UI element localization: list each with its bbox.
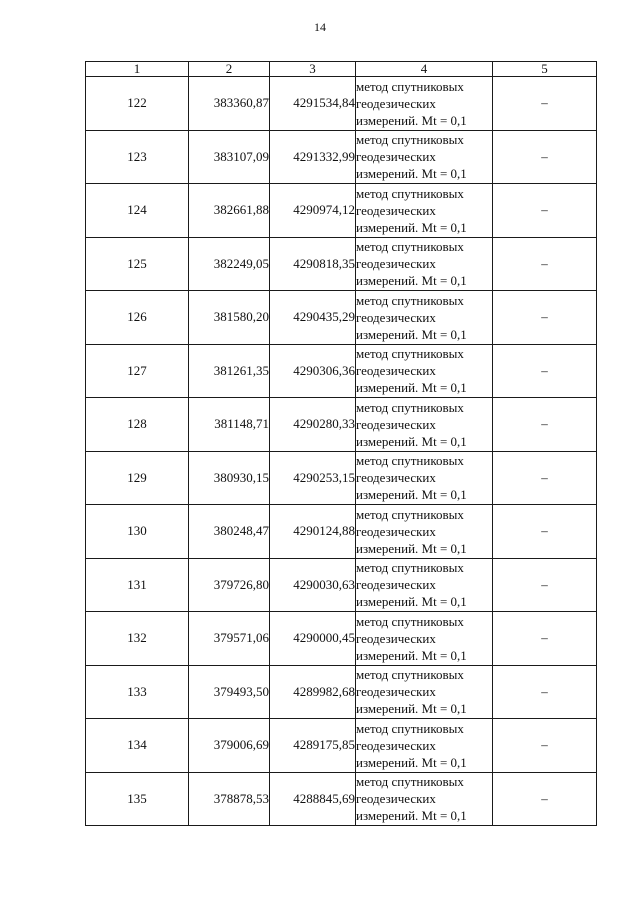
point-number-cell: 123 xyxy=(86,130,189,184)
method-cell xyxy=(356,451,493,505)
method-line-1: метод спутниковых xyxy=(356,292,464,308)
method-line-2: геодезических xyxy=(356,737,436,753)
method-line-3: измерений. Mt = 0,1 xyxy=(356,647,467,663)
x-coordinate-cell: 380248,47 xyxy=(189,505,270,559)
table-row xyxy=(86,130,597,184)
method-line-3: измерений. Mt = 0,1 xyxy=(356,273,467,289)
x-coordinate-cell: 383107,09 xyxy=(189,130,270,184)
point-number-cell: 126 xyxy=(86,291,189,345)
table-row xyxy=(86,77,597,131)
method-cell xyxy=(356,237,493,291)
column-5-cell: – xyxy=(493,184,597,238)
x-coordinate-cell: 379493,50 xyxy=(189,665,270,719)
column-5-cell: – xyxy=(493,77,597,131)
point-number-cell: 124 xyxy=(86,184,189,238)
table-header xyxy=(86,62,597,77)
table-row xyxy=(86,612,597,666)
y-coordinate-cell: 4291332,99 xyxy=(270,130,356,184)
column-header-5: 5 xyxy=(493,62,597,77)
method-line-2: геодезических xyxy=(356,523,436,539)
column-5-cell: – xyxy=(493,451,597,505)
method-line-3: измерений. Mt = 0,1 xyxy=(356,112,467,128)
point-number-cell: 127 xyxy=(86,344,189,398)
method-line-2: геодезических xyxy=(356,95,436,111)
table-row xyxy=(86,558,597,612)
method-cell xyxy=(356,130,493,184)
method-cell xyxy=(356,719,493,773)
method-line-3: измерений. Mt = 0,1 xyxy=(356,701,467,717)
method-cell xyxy=(356,665,493,719)
method-line-1: метод спутниковых xyxy=(356,613,464,629)
method-line-2: геодезических xyxy=(356,684,436,700)
method-line-2: геодезических xyxy=(356,202,436,218)
x-coordinate-cell: 382661,88 xyxy=(189,184,270,238)
table-row xyxy=(86,291,597,345)
x-coordinate-cell: 378878,53 xyxy=(189,772,270,826)
table-row xyxy=(86,719,597,773)
method-line-2: геодезических xyxy=(356,577,436,593)
y-coordinate-cell: 4290818,35 xyxy=(270,237,356,291)
point-number-cell: 128 xyxy=(86,398,189,452)
point-number-cell: 131 xyxy=(86,558,189,612)
method-line-2: геодезических xyxy=(356,309,436,325)
method-line-1: метод спутниковых xyxy=(356,185,464,201)
y-coordinate-cell: 4289982,68 xyxy=(270,665,356,719)
y-coordinate-cell: 4290030,63 xyxy=(270,558,356,612)
y-coordinate-cell: 4290000,45 xyxy=(270,612,356,666)
method-line-1: метод спутниковых xyxy=(356,453,464,469)
x-coordinate-cell: 381261,35 xyxy=(189,344,270,398)
method-line-1: метод спутниковых xyxy=(356,78,464,94)
y-coordinate-cell: 4288845,69 xyxy=(270,772,356,826)
column-5-cell: – xyxy=(493,612,597,666)
table-row xyxy=(86,451,597,505)
column-header-3: 3 xyxy=(270,62,356,77)
method-line-2: геодезических xyxy=(356,363,436,379)
method-line-2: геодезических xyxy=(356,470,436,486)
column-5-cell: – xyxy=(493,558,597,612)
column-header-2: 2 xyxy=(189,62,270,77)
method-cell xyxy=(356,612,493,666)
point-number-cell: 122 xyxy=(86,77,189,131)
table-row xyxy=(86,237,597,291)
method-line-1: метод спутниковых xyxy=(356,774,464,790)
column-5-cell: – xyxy=(493,505,597,559)
column-5-cell: – xyxy=(493,719,597,773)
method-line-1: метод спутниковых xyxy=(356,667,464,683)
method-line-1: метод спутниковых xyxy=(356,720,464,736)
method-line-1: метод спутниковых xyxy=(356,399,464,415)
method-line-1: метод спутниковых xyxy=(356,560,464,576)
method-cell xyxy=(356,558,493,612)
method-line-1: метод спутниковых xyxy=(356,132,464,148)
method-line-3: измерений. Mt = 0,1 xyxy=(356,540,467,556)
x-coordinate-cell: 383360,87 xyxy=(189,77,270,131)
y-coordinate-cell: 4290124,88 xyxy=(270,505,356,559)
y-coordinate-cell: 4290280,33 xyxy=(270,398,356,452)
column-header-1: 1 xyxy=(86,62,189,77)
column-5-cell: – xyxy=(493,291,597,345)
x-coordinate-cell: 382249,05 xyxy=(189,237,270,291)
column-5-cell: – xyxy=(493,237,597,291)
method-line-2: геодезических xyxy=(356,256,436,272)
table-body xyxy=(86,77,597,826)
point-number-cell: 133 xyxy=(86,665,189,719)
method-line-3: измерений. Mt = 0,1 xyxy=(356,380,467,396)
column-5-cell: – xyxy=(493,344,597,398)
x-coordinate-cell: 379726,80 xyxy=(189,558,270,612)
page-number: 14 xyxy=(314,20,326,34)
point-number-cell: 125 xyxy=(86,237,189,291)
y-coordinate-cell: 4290253,15 xyxy=(270,451,356,505)
column-5-cell: – xyxy=(493,398,597,452)
method-line-2: геодезических xyxy=(356,630,436,646)
point-number-cell: 132 xyxy=(86,612,189,666)
method-cell xyxy=(356,772,493,826)
x-coordinate-cell: 379006,69 xyxy=(189,719,270,773)
column-header-4: 4 xyxy=(356,62,493,77)
method-line-3: измерений. Mt = 0,1 xyxy=(356,754,467,770)
y-coordinate-cell: 4290435,29 xyxy=(270,291,356,345)
table-row xyxy=(86,665,597,719)
method-line-2: геодезических xyxy=(356,416,436,432)
table-row xyxy=(86,344,597,398)
table-row xyxy=(86,398,597,452)
column-5-cell: – xyxy=(493,772,597,826)
method-line-3: измерений. Mt = 0,1 xyxy=(356,219,467,235)
table-row xyxy=(86,772,597,826)
x-coordinate-cell: 381148,71 xyxy=(189,398,270,452)
y-coordinate-cell: 4290306,36 xyxy=(270,344,356,398)
method-line-3: измерений. Mt = 0,1 xyxy=(356,326,467,342)
method-cell xyxy=(356,505,493,559)
method-line-3: измерений. Mt = 0,1 xyxy=(356,487,467,503)
method-line-2: геодезических xyxy=(356,791,436,807)
method-cell xyxy=(356,291,493,345)
coordinates-table xyxy=(85,61,597,826)
x-coordinate-cell: 381580,20 xyxy=(189,291,270,345)
point-number-cell: 129 xyxy=(86,451,189,505)
method-line-1: метод спутниковых xyxy=(356,346,464,362)
method-line-1: метод спутниковых xyxy=(356,239,464,255)
method-line-2: геодезических xyxy=(356,149,436,165)
x-coordinate-cell: 380930,15 xyxy=(189,451,270,505)
header-row xyxy=(86,62,597,77)
x-coordinate-cell: 379571,06 xyxy=(189,612,270,666)
table-row xyxy=(86,184,597,238)
method-line-3: измерений. Mt = 0,1 xyxy=(356,808,467,824)
point-number-cell: 134 xyxy=(86,719,189,773)
point-number-cell: 130 xyxy=(86,505,189,559)
method-cell xyxy=(356,344,493,398)
column-5-cell: – xyxy=(493,665,597,719)
table-row xyxy=(86,505,597,559)
y-coordinate-cell: 4291534,84 xyxy=(270,77,356,131)
method-line-3: измерений. Mt = 0,1 xyxy=(356,594,467,610)
column-5-cell: – xyxy=(493,130,597,184)
method-line-3: измерений. Mt = 0,1 xyxy=(356,166,467,182)
method-cell xyxy=(356,77,493,131)
method-cell xyxy=(356,184,493,238)
method-line-1: метод спутниковых xyxy=(356,506,464,522)
method-line-3: измерений. Mt = 0,1 xyxy=(356,433,467,449)
y-coordinate-cell: 4290974,12 xyxy=(270,184,356,238)
point-number-cell: 135 xyxy=(86,772,189,826)
method-cell xyxy=(356,398,493,452)
y-coordinate-cell: 4289175,85 xyxy=(270,719,356,773)
